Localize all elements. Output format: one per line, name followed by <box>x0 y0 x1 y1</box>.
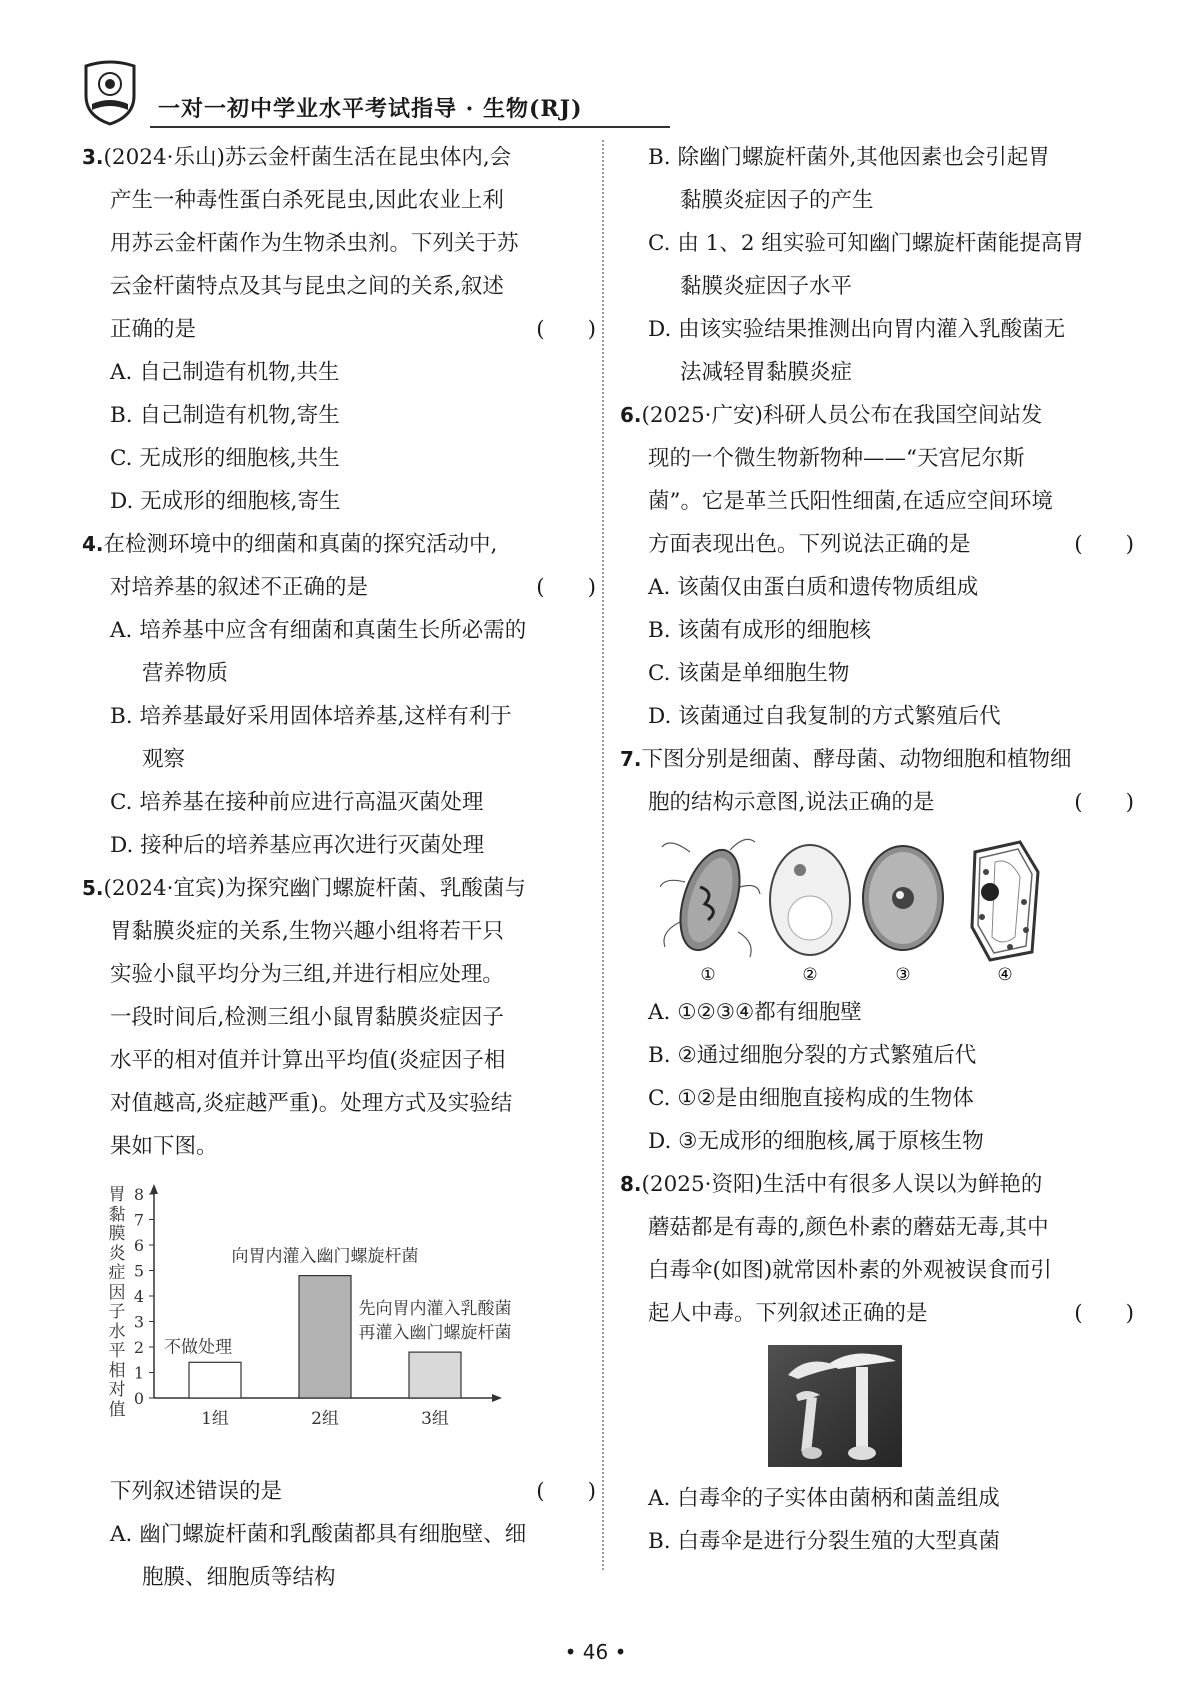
question-number: 7. <box>620 747 642 771</box>
y-tick-label: 2 <box>133 1338 144 1357</box>
option-d-cont: 法减轻胃黏膜炎症 <box>680 360 853 385</box>
stem-line <box>620 480 1134 523</box>
question-3-stem <box>82 136 596 179</box>
question-3 <box>82 136 596 523</box>
page-header <box>80 60 600 130</box>
stem-line-text: 云金杆菌特点及其与昆虫之间的关系,叙述 <box>110 274 504 299</box>
stem-line-text: 菌”。它是革兰氏阳性细菌,在适应空间环境 <box>648 489 1053 514</box>
option-a[interactable]: A. 该菌仅由蛋白质和遗传物质组成 <box>648 575 979 600</box>
stem-line <box>82 179 596 222</box>
right-column <box>620 136 1134 1563</box>
stem-line <box>620 1292 1134 1335</box>
option-b-cont: 黏膜炎症因子的产生 <box>680 188 874 213</box>
option-b-cont: 观察 <box>142 747 186 772</box>
option-b[interactable]: B. 除幽门螺旋杆菌外,其他因素也会引起胃 <box>648 145 1050 170</box>
stem-line <box>82 566 596 609</box>
question-5-stem <box>82 867 596 910</box>
stem-line-text: 方面表现出色。下列说法正确的是 <box>648 532 971 557</box>
option-a[interactable]: A. 白毒伞的子实体由菌柄和菌盖组成 <box>648 1486 1000 1511</box>
y-tick-label: 3 <box>133 1312 144 1332</box>
option-c[interactable]: C. 培养基在接种前应进行高温灭菌处理 <box>110 790 484 815</box>
option-d[interactable]: D. 该菌通过自我复制的方式繁殖后代 <box>648 704 1001 729</box>
figure-label-2: ② <box>802 965 818 985</box>
stem-line: (2025·广安)科研人员公布在我国空间站发 <box>641 403 1043 428</box>
stem-line-text: 水平的相对值并计算出平均值(炎症因子相 <box>110 1048 506 1073</box>
stem-line <box>620 523 1134 566</box>
option-c[interactable]: C. 由 1、2 组实验可知幽门螺旋杆菌能提高胃 <box>648 231 1084 256</box>
stem-line-text: 对培养基的叙述不正确的是 <box>110 575 369 600</box>
x-tick-label: 2组 <box>311 1409 339 1429</box>
y-tick-label: 5 <box>133 1261 144 1281</box>
bar-annotation: 不做处理 <box>164 1337 232 1358</box>
option-a[interactable]: A. 幽门螺旋杆菌和乳酸菌都具有细胞壁、细 <box>110 1522 527 1547</box>
stem-line-text: 产生一种毒性蛋白杀死昆虫,因此农业上利 <box>110 188 504 213</box>
inflammation-bar-chart <box>82 1174 596 1474</box>
question-number: 5. <box>82 876 104 900</box>
question-7 <box>620 738 1134 1163</box>
publisher-logo-icon <box>80 60 140 126</box>
question-8-stem <box>620 1163 1134 1206</box>
option-a[interactable]: A. 培养基中应含有细菌和真菌生长所必需的 <box>110 618 527 643</box>
x-axis-arrow-icon <box>492 1394 502 1402</box>
option-d[interactable]: D. 无成形的细胞核,寄生 <box>110 489 341 514</box>
stem-line: (2024·乐山)苏云金杆菌生活在昆虫体内,会 <box>103 145 512 170</box>
stem-line <box>82 953 596 996</box>
question-5-continued <box>620 136 1134 394</box>
bar <box>409 1352 461 1398</box>
y-tick-label: 1 <box>133 1363 144 1383</box>
stem-line <box>82 1039 596 1082</box>
stem-line <box>82 1125 596 1168</box>
stem-line <box>620 1206 1134 1249</box>
stem-line-text: 现的一个微生物新物种——“天宫尼尔斯 <box>648 446 1025 471</box>
question-number: 8. <box>620 1172 642 1196</box>
stem-line-text: 白毒伞(如图)就常因朴素的外观被误食而引 <box>648 1258 1052 1283</box>
stem-line-text: 胞的结构示意图,说法正确的是 <box>648 790 935 815</box>
answer-blank[interactable]: ( ) <box>1074 1301 1134 1326</box>
option-b[interactable]: B. 培养基最好采用固体培养基,这样有利于 <box>110 704 512 729</box>
option-c[interactable]: C. 无成形的细胞核,共生 <box>110 446 340 471</box>
header-rule <box>150 126 670 128</box>
answer-blank[interactable]: ( ) <box>536 1479 596 1504</box>
answer-blank[interactable]: ( ) <box>536 575 596 600</box>
question-5 <box>82 867 596 1599</box>
x-tick-label: 1组 <box>201 1409 229 1429</box>
y-axis-arrow-icon <box>150 1184 158 1194</box>
y-tick-label: 6 <box>133 1236 144 1255</box>
option-a[interactable]: A. 自己制造有机物,共生 <box>110 360 340 385</box>
stem-line <box>82 265 596 308</box>
figure-label-3: ③ <box>895 965 911 985</box>
bar-annotation: 再灌入幽门螺旋杆菌 <box>358 1323 512 1344</box>
answer-blank[interactable]: ( ) <box>1074 790 1134 815</box>
stem-line-text: 一段时间后,检测三组小鼠胃黏膜炎症因子 <box>110 1005 504 1030</box>
option-c[interactable]: C. 该菌是单细胞生物 <box>648 661 850 686</box>
cell-diagrams <box>660 832 1100 987</box>
animal-cell-icon <box>863 846 943 950</box>
y-tick-label: 0 <box>133 1389 144 1408</box>
option-c[interactable]: C. ①②是由细胞直接构成的生物体 <box>648 1086 974 1111</box>
y-tick-label: 4 <box>133 1287 144 1306</box>
figure-label-4: ④ <box>997 965 1013 985</box>
question-number: 6. <box>620 403 642 427</box>
option-d[interactable]: D. 接种后的培养基应再次进行灭菌处理 <box>110 833 485 858</box>
stem-line-text: 正确的是 <box>110 317 197 342</box>
stem-line: 下图分别是细菌、酵母菌、动物细胞和植物细 <box>641 747 1072 772</box>
plant-cell-icon <box>972 842 1038 960</box>
question-number: 4. <box>82 532 104 556</box>
stem-line <box>620 781 1134 824</box>
stem-line-text: 对值越高,炎症越严重)。处理方式及实验结 <box>110 1091 513 1116</box>
question-number: 3. <box>82 145 104 169</box>
question-4 <box>82 523 596 867</box>
stem-line-text: 胃黏膜炎症的关系,生物兴趣小组将若干只 <box>110 919 504 944</box>
stem-line <box>82 308 596 351</box>
option-d[interactable]: D. 由该实验结果推测出向胃内灌入乳酸菌无 <box>648 317 1066 342</box>
stem-line: (2024·宜宾)为探究幽门螺旋杆菌、乳酸菌与 <box>103 876 526 901</box>
option-b[interactable]: B. ②通过细胞分裂的方式繁殖后代 <box>648 1043 977 1068</box>
figure-label-1: ① <box>700 965 716 985</box>
cell-diagrams-svg <box>660 832 1100 987</box>
bar <box>189 1362 241 1398</box>
question-6-stem <box>620 394 1134 437</box>
stem-line-text: 用苏云金杆菌作为生物杀虫剂。下列关于苏 <box>110 231 519 256</box>
stem-line <box>82 910 596 953</box>
stem-line <box>82 222 596 265</box>
y-tick-label: 7 <box>133 1210 144 1230</box>
yeast-cell-icon <box>770 845 850 955</box>
header-title: 一对一初中学业水平考试指导 · 生物(RJ) <box>158 96 583 122</box>
stem-line-text: 果如下图。 <box>110 1134 218 1159</box>
page-number-value: 46 <box>582 1640 609 1664</box>
answer-blank[interactable]: ( ) <box>1074 532 1134 557</box>
stem-line: (2025·资阳)生活中有很多人误以为鲜艳的 <box>641 1172 1043 1197</box>
column-divider <box>602 140 604 1570</box>
option-a-cont: 营养物质 <box>142 661 229 686</box>
option-b[interactable]: B. 自己制造有机物,寄生 <box>110 403 340 428</box>
option-b[interactable]: B. 该菌有成形的细胞核 <box>648 618 871 643</box>
option-a[interactable]: A. ①②③④都有细胞壁 <box>648 1000 862 1025</box>
stem-line: 在检测环境中的细菌和真菌的探究活动中, <box>103 532 498 557</box>
x-tick-label: 3组 <box>421 1409 449 1429</box>
stem-line <box>82 1082 596 1125</box>
left-column <box>82 136 596 1599</box>
bacterium-icon <box>660 839 760 957</box>
option-d[interactable]: D. ③无成形的细胞核,属于原核生物 <box>648 1129 984 1154</box>
option-a-cont: 胞膜、细胞质等结构 <box>142 1565 336 1590</box>
stem-line <box>82 996 596 1039</box>
bar-annotation: 先向胃内灌入乳酸菌 <box>358 1299 512 1320</box>
stem-line <box>620 437 1134 480</box>
stem-line-text: 蘑菇都是有毒的,颜色朴素的蘑菇无毒,其中 <box>648 1215 1049 1240</box>
bar <box>299 1276 351 1398</box>
option-c-cont: 黏膜炎症因子水平 <box>680 274 853 299</box>
stem-line-text: 起人中毒。下列叙述正确的是 <box>648 1301 928 1326</box>
chart-svg <box>82 1174 596 1474</box>
stem-line-text: 实验小鼠平均分为三组,并进行相应处理。 <box>110 962 504 987</box>
option-b[interactable]: B. 白毒伞是进行分裂生殖的大型真菌 <box>648 1529 1000 1554</box>
question-5-prompt-text: 下列叙述错误的是 <box>110 1479 283 1504</box>
stem-line <box>620 1249 1134 1292</box>
question-6 <box>620 394 1134 738</box>
question-8 <box>620 1163 1134 1563</box>
y-tick-label: 8 <box>133 1185 144 1204</box>
bar-annotation: 向胃内灌入幽门螺旋杆菌 <box>231 1246 419 1267</box>
mushroom-photo <box>768 1345 902 1467</box>
question-7-stem <box>620 738 1134 781</box>
question-4-stem <box>82 523 596 566</box>
question-5-prompt <box>82 1470 596 1513</box>
answer-blank[interactable]: ( ) <box>536 317 596 342</box>
page-number: • 46 • <box>564 1640 627 1664</box>
white-death-cap-image-icon <box>768 1345 902 1467</box>
y-axis-label: 胃黏膜炎症因子水平相对值 <box>108 1185 126 1420</box>
